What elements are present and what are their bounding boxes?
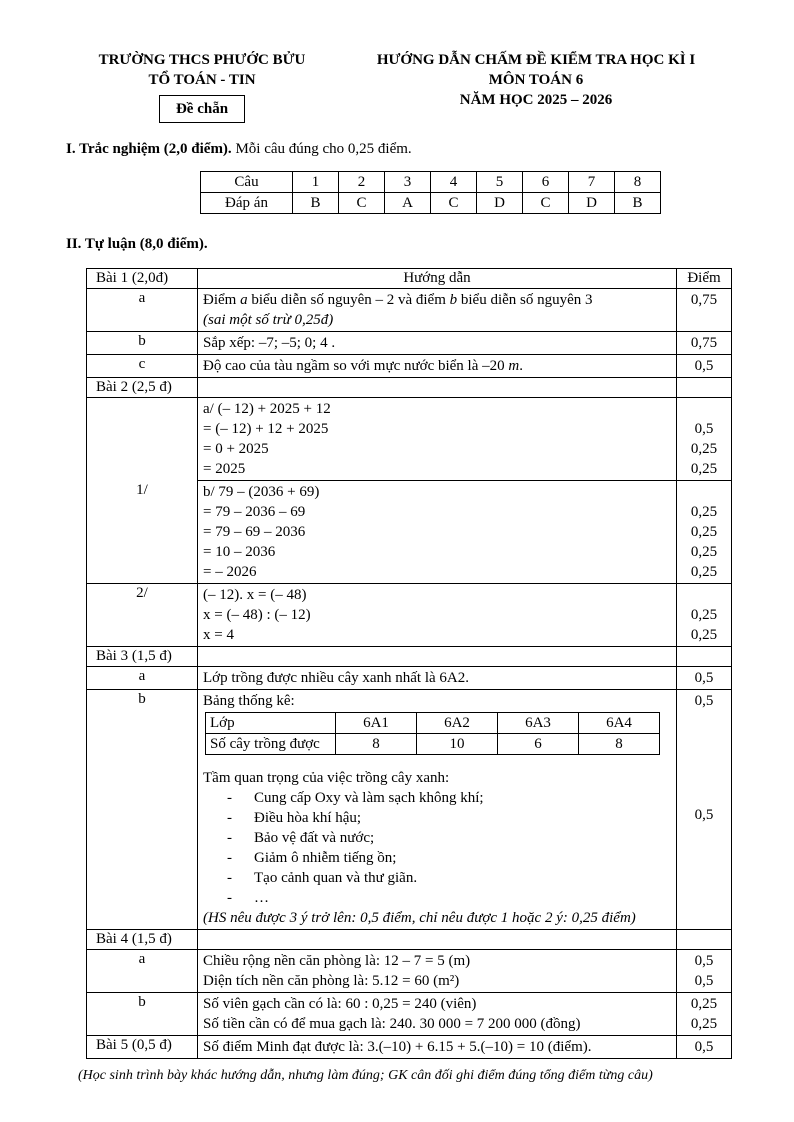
row-label: a [87,667,198,690]
answer-table-cell: A [385,193,431,214]
guide-line: = 79 – 2036 – 69 [203,504,306,520]
point-value [682,482,726,502]
guide-cell [198,398,677,481]
text-segment: Điểm [203,292,241,308]
guide-cell [198,993,677,1036]
point-value: 0,25 [690,441,718,457]
stats-cell: 6A4 [579,713,660,734]
guide-line: Diện tích nền căn phòng là: 5.12 = 60 (m²) [203,973,460,989]
bullet-text: Cung cấp Oxy và làm sạch không khí; [254,790,484,806]
point-cell [677,667,732,690]
point-cell-empty [677,378,732,398]
guide-line: a/ (– 12) + 2025 + 12 [203,401,331,417]
guide-line: Chiều rộng nền căn phòng là: 12 – 7 = 5 (m) [203,953,471,969]
row-label: c [87,355,198,378]
guide-line: b/ 79 – (2036 + 69) [203,484,320,500]
answer-table-cell: 8 [615,172,661,193]
guide-cell-empty [198,378,677,398]
exam-variant-label: Đề chẵn [175,101,229,117]
point-value: 0,25 [690,1016,718,1032]
point-cell [677,993,732,1036]
math-variable: a [240,292,248,308]
point-cell [677,1036,732,1059]
point-value: 0,25 [690,504,718,520]
multiple-choice-answer-table [200,171,661,214]
answer-table-cell: 1 [293,172,339,193]
point-value: 0,5 [694,670,714,686]
document-header [66,50,734,123]
school-name: TRƯỜNG THCS PHƯỚC BỬU [98,52,306,68]
stats-value-row [206,734,660,755]
guide-cell [198,950,677,993]
answer-table-cell: 4 [431,172,477,193]
title-block [338,50,734,110]
answer-table-cell: 2 [339,172,385,193]
row-bai4b [87,993,732,1036]
text-segment: Độ cao của tàu ngầm so với mực nước biển là –20 [203,358,509,374]
bullet-text: Bảo vệ đất và nước; [254,830,375,846]
section1-heading-rest: Mỗi câu đúng cho 0,25 điểm. [231,141,412,157]
point-value: 0,25 [690,544,718,560]
point-cell [677,355,732,378]
doc-title: HƯỚNG DẪN CHẤM ĐỀ KIỂM TRA HỌC KÌ I [376,52,696,68]
point-cell [677,690,732,930]
guide-line: Số viên gạch cần có là: 60 : 0,25 = 240 (viên) [203,996,477,1012]
text-segment: (điểm). [544,1039,592,1055]
answer-table-cell: 3 [385,172,431,193]
point-value: 0,5 [694,421,714,437]
bullet-text: Giảm ô nhiễm tiếng ồn; [254,850,397,866]
point-cell [677,289,732,332]
bullet-item [203,828,671,848]
exam-variant-box [159,95,245,123]
row-label-bai3: Bài 3 (1,5 đ) [87,647,198,667]
answer-table-cell: D [569,193,615,214]
bullet-text: Điều hòa khí hậu; [254,810,362,826]
answer-table-cell: 7 [569,172,615,193]
guide-note: (HS nêu được 3 ý trở lên: 0,5 điểm, chỉ nêu được 1 hoặc 2 ý: 0,25 điểm) [203,910,636,926]
grading-table [86,268,732,1059]
guide-line [203,290,671,310]
stats-cell: Lớp [206,713,336,734]
school-block [66,50,338,123]
row-bai3-header [87,647,732,667]
bullet-item [203,848,671,868]
stats-cell: 6A1 [336,713,417,734]
guide-line: = 10 – 2036 [203,544,276,560]
doc-subject: MÔN TOÁN 6 [488,72,584,88]
guide-note: (sai một số trừ 0,25đ) [203,312,334,328]
row-bai3b [87,690,732,930]
guide-line: Lớp trồng được nhiều cây xanh nhất là 6A2. [203,670,470,686]
section2-heading: II. Tự luận (8,0 điểm). [66,236,208,252]
row-label-bai1: Bài 1 (2,0đ) [87,269,198,289]
point-value: 0,75 [690,292,718,308]
guide-cell [198,289,677,332]
point-value: 0,5 [694,807,714,823]
guide-line: = – 2026 [203,564,257,580]
answer-table-cell: 6 [523,172,569,193]
text-segment: . [519,358,523,374]
point-value: 0,5 [694,1039,714,1055]
bullet-marker: - [227,870,232,886]
row-bai3a [87,667,732,690]
stats-cell: 6A3 [498,713,579,734]
bullet-marker: - [227,810,232,826]
point-cell [677,950,732,993]
bullet-item [203,788,671,808]
point-value: 0,5 [694,953,714,969]
answer-table-cell: C [339,193,385,214]
row-bai2-2 [87,584,732,647]
stats-cell: 6A2 [417,713,498,734]
bullet-item [203,888,671,908]
bullet-marker: - [227,830,232,846]
row-label-bai4: Bài 4 (1,5 đ) [87,930,198,950]
guide-cell [198,1036,677,1059]
bullet-marker: - [227,850,232,866]
row-bai1c [87,355,732,378]
question-number-row [201,172,661,193]
row-bai1b [87,332,732,355]
answer-table-cell: B [293,193,339,214]
point-value: 0,75 [690,335,718,351]
guide-line: = (– 12) + 12 + 2025 [203,421,329,437]
bullet-marker: - [227,790,232,806]
point-cell [677,481,732,584]
answer-table-cell: D [477,193,523,214]
guide-column-header: Hướng dẫn [198,269,677,289]
guide-cell [198,667,677,690]
stats-cell: 6 [498,734,579,755]
row-bai1a [87,289,732,332]
guide-cell [198,481,677,584]
point-value: 0,25 [690,524,718,540]
text-segment: biểu diễn số nguyên 3 [457,292,593,308]
point-value: 0,25 [690,564,718,580]
point-value: 0,25 [690,607,718,623]
row-bai4-header [87,930,732,950]
answer-key-row [201,193,661,214]
row-bai2-1a [87,398,732,481]
section1-heading [66,139,734,159]
bullet-item [203,868,671,888]
answer-table-cell: Đáp án [201,193,293,214]
guide-line: = 0 + 2025 [203,441,269,457]
footer-note: (Học sinh trình bày khác hướng dẫn, nhưng làm đúng; GK cân đối ghi điểm đúng tổng điểm từng câu) [78,1068,653,1083]
point-cell [677,332,732,355]
math-variable: m [508,358,520,374]
row-label-bai5: Bài 5 (0,5 đ) [87,1036,198,1059]
guide-cell-empty [198,647,677,667]
guide-line: x = 4 [203,627,234,643]
text-segment: Số điểm Minh đạt được là: [203,1039,368,1055]
row-bai2-header [87,378,732,398]
guide-line: = 79 – 69 – 2036 [203,524,306,540]
math-variable: b [449,292,458,308]
point-column-header: Điểm [677,269,732,289]
answer-table-cell: C [431,193,477,214]
row-label: b [87,993,198,1036]
point-value [682,399,726,419]
point-value: 0,25 [690,461,718,477]
row-label: 2/ [87,584,198,647]
math-formula: 3.(–10) + 6.15 + 5.(–10) = 10 [367,1039,544,1055]
bullet-item [203,808,671,828]
stats-cell: 8 [336,734,417,755]
answer-table-cell: 5 [477,172,523,193]
guide-cell-empty [198,930,677,950]
guide-line: Số tiền cần có để mua gạch là: 240. 30 000 = 7 200 000 (đồng) [203,1016,581,1032]
point-value: 0,5 [694,358,714,374]
guide-cell [198,584,677,647]
guide-line [203,356,671,376]
guide-line: Bảng thống kê: [203,693,295,709]
answer-table-cell: Câu [201,172,293,193]
guide-cell [198,690,677,930]
bullet-text: Tạo cảnh quan và thư giãn. [254,870,418,886]
guide-line: = 2025 [203,461,246,477]
grading-header-row [87,269,732,289]
guide-line: (– 12). x = (– 48) [203,587,307,603]
answer-table-cell: C [523,193,569,214]
text-segment: biểu diễn số nguyên – 2 và điểm [247,292,450,308]
point-cell [677,584,732,647]
row-label-bai2: Bài 2 (2,5 đ) [87,378,198,398]
guide-cell [198,332,677,355]
stats-cell: 8 [579,734,660,755]
row-label: a [87,289,198,332]
stats-cell: Số cây trồng được [206,734,336,755]
row-label: b [87,690,198,930]
point-value: 0,5 [694,693,714,709]
row-label: b [87,332,198,355]
guide-line [203,1037,671,1057]
point-value: 0,25 [690,627,718,643]
row-bai5 [87,1036,732,1059]
point-value: 0,5 [694,973,714,989]
row-label: a [87,950,198,993]
point-cell-empty [677,930,732,950]
point-cell [677,398,732,481]
department-name: TỔ TOÁN - TIN [148,72,256,88]
tree-statistics-table [205,712,660,755]
importance-title: Tầm quan trọng của việc trồng cây xanh: [203,770,450,786]
point-value [682,585,726,605]
stats-cell: 10 [417,734,498,755]
guide-cell [198,355,677,378]
point-cell-empty [677,647,732,667]
point-value: 0,25 [690,996,718,1012]
row-bai4a [87,950,732,993]
section1-heading-bold: I. Trắc nghiệm (2,0 điểm). [66,141,232,157]
answer-table-cell: B [615,193,661,214]
bullet-text: … [254,890,269,906]
doc-school-year: NĂM HỌC 2025 – 2026 [459,92,613,108]
guide-line: x = (– 48) : (– 12) [203,607,311,623]
bullet-marker: - [227,890,232,906]
guide-line: Sắp xếp: –7; –5; 0; 4 . [203,335,336,351]
stats-header-row [206,713,660,734]
row-label: 1/ [87,398,198,584]
